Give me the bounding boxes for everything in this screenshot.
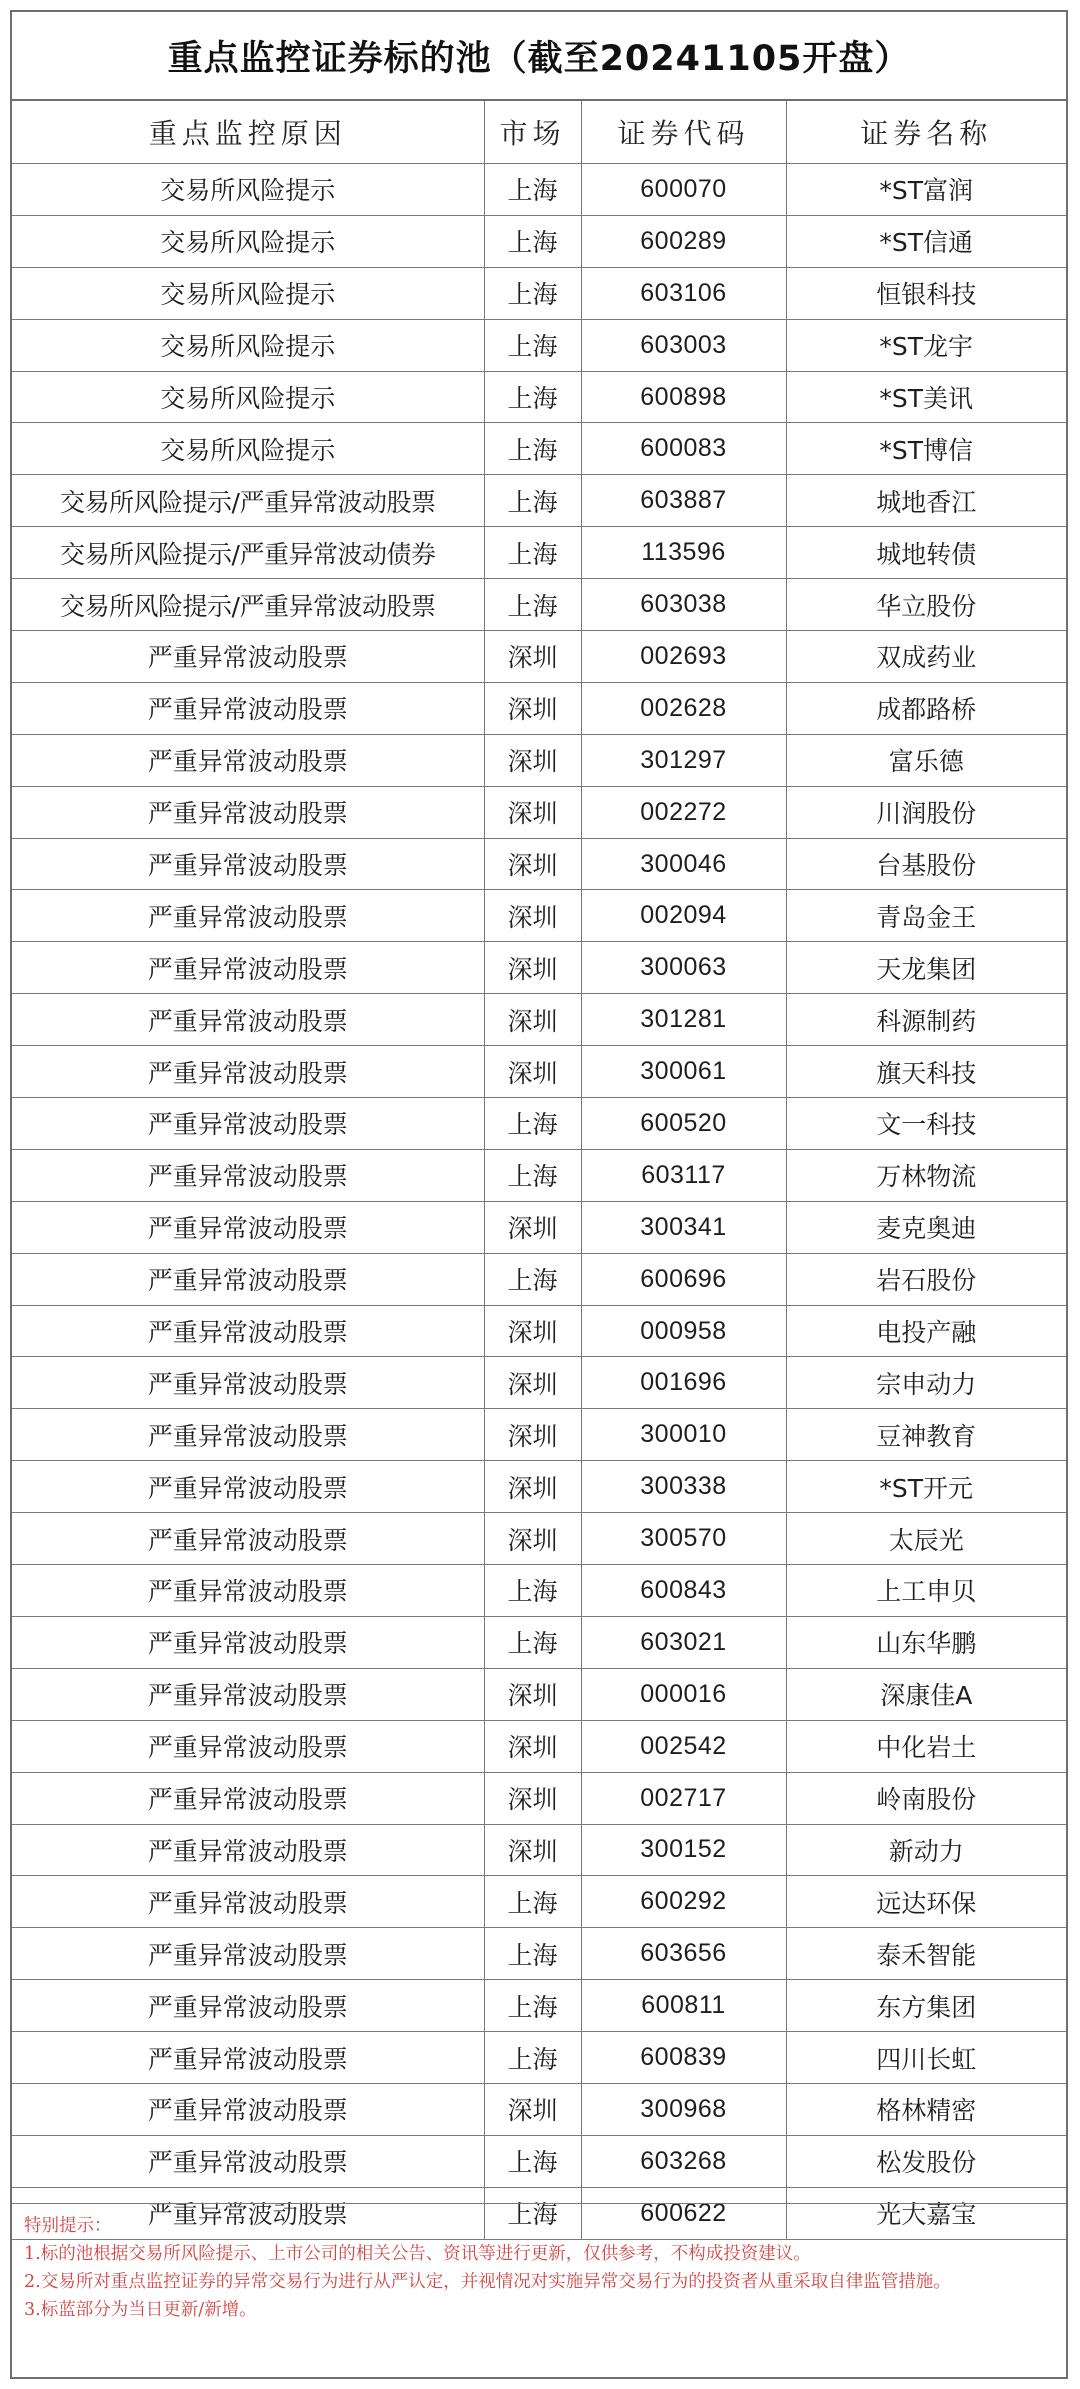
table-row: [12, 1876, 1066, 1928]
cell-reason: 严重异常波动股票: [12, 1098, 484, 1150]
cell-name: 川润股份: [786, 786, 1066, 838]
table-row: [12, 734, 1066, 786]
cell-name: 台基股份: [786, 838, 1066, 890]
cell-code: 603268: [581, 2135, 786, 2187]
cell-name: 青岛金王: [786, 890, 1066, 942]
cell-name: 华立股份: [786, 579, 1066, 631]
cell-market: 深圳: [484, 890, 581, 942]
cell-reason: 严重异常波动股票: [12, 2083, 484, 2135]
cell-reason: 严重异常波动股票: [12, 1772, 484, 1824]
cell-name: 太辰光: [786, 1513, 1066, 1565]
table-row: [12, 942, 1066, 994]
table-row: [12, 1616, 1066, 1668]
header-name: 证券名称: [786, 101, 1066, 164]
table-body: [12, 164, 1066, 2240]
table-row: [12, 1098, 1066, 1150]
cell-name: 宗申动力: [786, 1357, 1066, 1409]
cell-market: 深圳: [484, 994, 581, 1046]
cell-code: 600289: [581, 215, 786, 267]
watchlist-sheet: [10, 10, 1068, 2379]
table-row: [12, 1357, 1066, 1409]
table-row: [12, 1772, 1066, 1824]
cell-market: 上海: [484, 1980, 581, 2032]
table-row: [12, 1928, 1066, 1980]
table-row: [12, 1980, 1066, 2032]
cell-code: 300046: [581, 838, 786, 890]
cell-reason: 严重异常波动股票: [12, 1149, 484, 1201]
cell-reason: 严重异常波动股票: [12, 1980, 484, 2032]
cell-market: 深圳: [484, 631, 581, 683]
cell-reason: 严重异常波动股票: [12, 1876, 484, 1928]
cell-reason: 严重异常波动股票: [12, 994, 484, 1046]
cell-name: 松发股份: [786, 2135, 1066, 2187]
cell-code: 113596: [581, 527, 786, 579]
cell-code: 603656: [581, 1928, 786, 1980]
cell-code: 300063: [581, 942, 786, 994]
cell-reason: 严重异常波动股票: [12, 890, 484, 942]
cell-reason: 严重异常波动股票: [12, 682, 484, 734]
table-row: [12, 579, 1066, 631]
note-item-3: 3.标蓝部分为当日更新/新增。: [24, 2300, 257, 2320]
cell-market: 深圳: [484, 1461, 581, 1513]
cell-code: 300968: [581, 2083, 786, 2135]
cell-market: 深圳: [484, 1668, 581, 1720]
cell-market: 深圳: [484, 838, 581, 890]
cell-reason: 严重异常波动股票: [12, 631, 484, 683]
table-row: [12, 1149, 1066, 1201]
cell-name: 山东华鹏: [786, 1616, 1066, 1668]
cell-reason: 交易所风险提示/严重异常波动债券: [12, 527, 484, 579]
watchlist-table: [12, 101, 1066, 2240]
cell-code: 603887: [581, 475, 786, 527]
table-row: [12, 838, 1066, 890]
cell-market: 深圳: [484, 1720, 581, 1772]
cell-code: 600898: [581, 371, 786, 423]
cell-name: 城地转债: [786, 527, 1066, 579]
cell-name: *ST龙宇: [786, 319, 1066, 371]
header-code: 证券代码: [581, 101, 786, 164]
table-row: [12, 423, 1066, 475]
header-row: [12, 101, 1066, 164]
cell-code: 603117: [581, 1149, 786, 1201]
cell-code: 300570: [581, 1513, 786, 1565]
cell-code: 600070: [581, 164, 786, 216]
cell-reason: 严重异常波动股票: [12, 1928, 484, 1980]
cell-name: *ST富润: [786, 164, 1066, 216]
cell-market: 上海: [484, 475, 581, 527]
cell-code: 300010: [581, 1409, 786, 1461]
cell-name: 双成药业: [786, 631, 1066, 683]
header-market: 市场: [484, 101, 581, 164]
note-item-2: 2.交易所对重点监控证券的异常交易行为进行从严认定，并视情况对实施异常交易行为的投资者从重采取自律监管措施。: [24, 2272, 951, 2292]
cell-name: 旗天科技: [786, 1046, 1066, 1098]
cell-market: 上海: [484, 267, 581, 319]
cell-reason: 严重异常波动股票: [12, 786, 484, 838]
cell-code: 000958: [581, 1305, 786, 1357]
table-row: [12, 215, 1066, 267]
table-row: [12, 994, 1066, 1046]
cell-name: *ST信通: [786, 215, 1066, 267]
cell-name: 泰禾智能: [786, 1928, 1066, 1980]
cell-market: 上海: [484, 1928, 581, 1980]
notes-heading: 特别提示：: [24, 2216, 112, 2236]
cell-market: 上海: [484, 527, 581, 579]
cell-name: 格林精密: [786, 2083, 1066, 2135]
cell-market: 深圳: [484, 786, 581, 838]
cell-code: 300152: [581, 1824, 786, 1876]
cell-code: 600696: [581, 1253, 786, 1305]
cell-market: 上海: [484, 579, 581, 631]
table-row: [12, 1046, 1066, 1098]
cell-code: 600811: [581, 1980, 786, 2032]
cell-reason: 交易所风险提示: [12, 164, 484, 216]
cell-market: 上海: [484, 1098, 581, 1150]
table-row: [12, 319, 1066, 371]
cell-market: 上海: [484, 2187, 581, 2239]
cell-market: 上海: [484, 2032, 581, 2084]
table-row: [12, 1668, 1066, 1720]
cell-name: *ST开元: [786, 1461, 1066, 1513]
cell-reason: 严重异常波动股票: [12, 1616, 484, 1668]
cell-reason: 严重异常波动股票: [12, 1201, 484, 1253]
cell-name: 成都路桥: [786, 682, 1066, 734]
cell-code: 600843: [581, 1565, 786, 1617]
cell-code: 300341: [581, 1201, 786, 1253]
table-row: [12, 2032, 1066, 2084]
cell-name: 四川长虹: [786, 2032, 1066, 2084]
cell-code: 002542: [581, 1720, 786, 1772]
cell-reason: 严重异常波动股票: [12, 1720, 484, 1772]
table-row: [12, 164, 1066, 216]
cell-name: 东方集团: [786, 1980, 1066, 2032]
cell-reason: 严重异常波动股票: [12, 1046, 484, 1098]
cell-reason: 交易所风险提示/严重异常波动股票: [12, 579, 484, 631]
cell-market: 深圳: [484, 1772, 581, 1824]
cell-name: 光大嘉宝: [786, 2187, 1066, 2239]
cell-market: 上海: [484, 371, 581, 423]
note-item-1: 1.标的池根据交易所风险提示、上市公司的相关公告、资讯等进行更新，仅供参考，不构成投资建议。: [24, 2244, 811, 2264]
cell-reason: 交易所风险提示: [12, 423, 484, 475]
cell-name: 豆神教育: [786, 1409, 1066, 1461]
cell-reason: 严重异常波动股票: [12, 1668, 484, 1720]
table-row: [12, 527, 1066, 579]
cell-market: 深圳: [484, 942, 581, 994]
cell-name: 岩石股份: [786, 1253, 1066, 1305]
cell-reason: 交易所风险提示/严重异常波动股票: [12, 475, 484, 527]
cell-code: 600292: [581, 1876, 786, 1928]
cell-reason: 严重异常波动股票: [12, 1357, 484, 1409]
cell-reason: 交易所风险提示: [12, 215, 484, 267]
table-row: [12, 1461, 1066, 1513]
cell-market: 深圳: [484, 1824, 581, 1876]
table-row: [12, 631, 1066, 683]
table-row: [12, 682, 1066, 734]
cell-market: 上海: [484, 164, 581, 216]
cell-market: 上海: [484, 1876, 581, 1928]
cell-code: 002272: [581, 786, 786, 838]
cell-code: 603038: [581, 579, 786, 631]
cell-market: 上海: [484, 423, 581, 475]
cell-name: 万林物流: [786, 1149, 1066, 1201]
table-row: [12, 786, 1066, 838]
cell-code: 603106: [581, 267, 786, 319]
page-title: 重点监控证券标的池（截至20241105开盘）: [12, 12, 1066, 101]
table-row: [12, 475, 1066, 527]
cell-reason: 严重异常波动股票: [12, 1409, 484, 1461]
cell-name: 岭南股份: [786, 1772, 1066, 1824]
table-row: [12, 2083, 1066, 2135]
cell-reason: 严重异常波动股票: [12, 2135, 484, 2187]
cell-name: 麦克奥迪: [786, 1201, 1066, 1253]
cell-market: 深圳: [484, 1046, 581, 1098]
cell-code: 301281: [581, 994, 786, 1046]
cell-market: 深圳: [484, 1305, 581, 1357]
cell-code: 300338: [581, 1461, 786, 1513]
table-row: [12, 371, 1066, 423]
cell-name: 深康佳A: [786, 1668, 1066, 1720]
cell-reason: 严重异常波动股票: [12, 2032, 484, 2084]
table-row: [12, 1720, 1066, 1772]
cell-name: 电投产融: [786, 1305, 1066, 1357]
cell-name: 新动力: [786, 1824, 1066, 1876]
cell-reason: 交易所风险提示: [12, 371, 484, 423]
table-row: [12, 1253, 1066, 1305]
cell-reason: 严重异常波动股票: [12, 838, 484, 890]
cell-market: 上海: [484, 1253, 581, 1305]
cell-reason: 严重异常波动股票: [12, 1305, 484, 1357]
cell-market: 上海: [484, 1149, 581, 1201]
cell-code: 002693: [581, 631, 786, 683]
cell-market: 上海: [484, 1616, 581, 1668]
cell-reason: 严重异常波动股票: [12, 734, 484, 786]
cell-code: 603003: [581, 319, 786, 371]
cell-name: 恒银科技: [786, 267, 1066, 319]
cell-code: 002717: [581, 1772, 786, 1824]
cell-name: 远达环保: [786, 1876, 1066, 1928]
cell-name: *ST博信: [786, 423, 1066, 475]
cell-reason: 严重异常波动股票: [12, 942, 484, 994]
cell-market: 深圳: [484, 734, 581, 786]
cell-market: 深圳: [484, 2083, 581, 2135]
cell-code: 603021: [581, 1616, 786, 1668]
cell-name: *ST美讯: [786, 371, 1066, 423]
cell-market: 深圳: [484, 1201, 581, 1253]
table-row: [12, 1513, 1066, 1565]
table-row: [12, 2135, 1066, 2187]
cell-market: 上海: [484, 215, 581, 267]
cell-reason: 严重异常波动股票: [12, 2187, 484, 2239]
cell-market: 上海: [484, 319, 581, 371]
cell-market: 深圳: [484, 1409, 581, 1461]
table-row: [12, 1565, 1066, 1617]
table-row: [12, 267, 1066, 319]
cell-market: 深圳: [484, 1357, 581, 1409]
cell-name: 天龙集团: [786, 942, 1066, 994]
cell-reason: 严重异常波动股票: [12, 1824, 484, 1876]
cell-code: 002094: [581, 890, 786, 942]
cell-market: 深圳: [484, 682, 581, 734]
cell-reason: 严重异常波动股票: [12, 1513, 484, 1565]
cell-code: 600083: [581, 423, 786, 475]
cell-market: 上海: [484, 1565, 581, 1617]
table-row: [12, 1305, 1066, 1357]
cell-reason: 严重异常波动股票: [12, 1461, 484, 1513]
cell-name: 中化岩土: [786, 1720, 1066, 1772]
header-reason: 重点监控原因: [12, 101, 484, 164]
cell-reason: 交易所风险提示: [12, 319, 484, 371]
table-row: [12, 1201, 1066, 1253]
cell-name: 科源制药: [786, 994, 1066, 1046]
cell-name: 上工申贝: [786, 1565, 1066, 1617]
table-row: [12, 1824, 1066, 1876]
cell-name: 城地香江: [786, 475, 1066, 527]
cell-code: 001696: [581, 1357, 786, 1409]
cell-code: 600520: [581, 1098, 786, 1150]
notes-section: [12, 2203, 1066, 2377]
cell-name: 文一科技: [786, 1098, 1066, 1150]
cell-reason: 严重异常波动股票: [12, 1565, 484, 1617]
cell-reason: 交易所风险提示: [12, 267, 484, 319]
cell-code: 002628: [581, 682, 786, 734]
cell-market: 上海: [484, 2135, 581, 2187]
cell-code: 301297: [581, 734, 786, 786]
cell-reason: 严重异常波动股票: [12, 1253, 484, 1305]
cell-code: 300061: [581, 1046, 786, 1098]
cell-name: 富乐德: [786, 734, 1066, 786]
cell-market: 深圳: [484, 1513, 581, 1565]
cell-code: 600622: [581, 2187, 786, 2239]
table-row: [12, 1409, 1066, 1461]
cell-code: 600839: [581, 2032, 786, 2084]
cell-code: 000016: [581, 1668, 786, 1720]
table-row: [12, 890, 1066, 942]
